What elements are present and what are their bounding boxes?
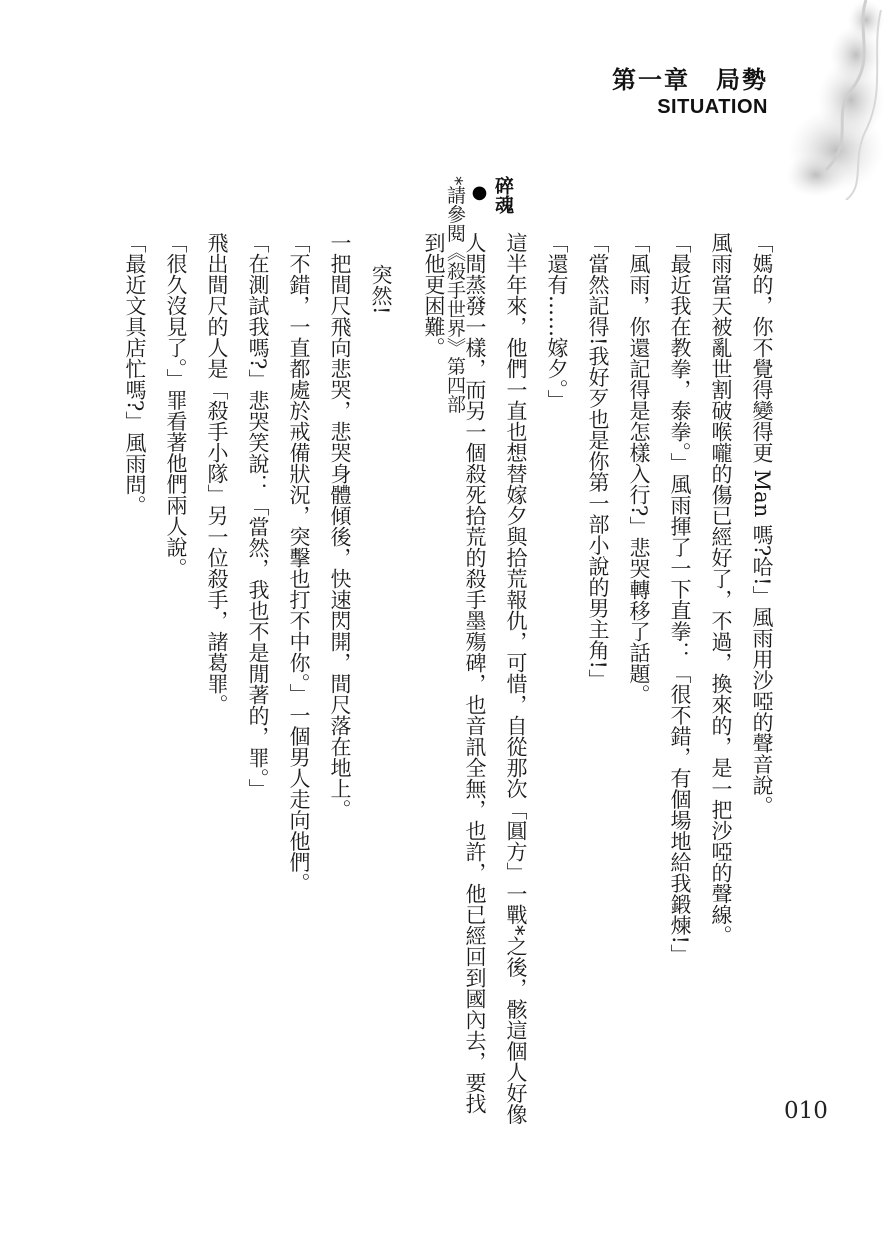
paragraph: 「風雨，你還記得是怎樣入行?」悲哭轉移了話題。 bbox=[627, 232, 651, 706]
paragraph: 「在測試我嗎?」悲哭笑說：「當然，我也不是閒著的，罪。」 bbox=[246, 232, 270, 800]
paragraph: 「當然記得!我好歹也是你第一部小說的男主角!」 bbox=[586, 232, 610, 690]
page-number: 010 bbox=[784, 1098, 828, 1124]
footnote-label: 碎魂 bbox=[492, 176, 514, 214]
footnote-text: *請參閱《殺手世界》第四部 bbox=[444, 176, 466, 414]
paragraph: 「還有……嫁夕。」 bbox=[545, 232, 569, 411]
paragraph: 「最近我在教拳，泰拳。」風雨揮了一下直拳：「很不錯，有個場地給我鍛煉!」 bbox=[668, 232, 692, 965]
paragraph: 一把間尺飛向悲哭，悲哭身體傾後，快速閃開，間尺落在地上。 bbox=[328, 232, 352, 820]
paragraph: 「媽的，你不覺得變得更 Man 嗎?哈!」風雨用沙啞的聲音說。 bbox=[750, 232, 774, 817]
paragraph: 這半年來，他們一直也想替嫁夕與拾荒報仇，可惜，自從那次「圓方」一戰*之後，骸這個人好像人間蒸發一樣，而另一個殺死拾荒的殺手墨殤碑，也音訊全無，也許，他已經回到國內去，要找到他更困難。 bbox=[422, 232, 528, 1125]
chapter-title: 第一章 局勢 bbox=[612, 66, 768, 94]
paragraph: 突然! bbox=[369, 263, 393, 314]
paragraph: 風雨當天被亂世割破喉嚨的傷已經好了，不過，換來的，是一把沙啞的聲線。 bbox=[709, 232, 733, 946]
paragraph: 「不錯，一直都處於戒備狀況，突擊也打不中你。」一個男人走向他們。 bbox=[287, 232, 311, 894]
ink-smoke-decoration bbox=[756, 0, 886, 200]
chapter-heading bbox=[612, 66, 768, 118]
paragraph: 飛出間尺的人是「殺手小隊」另一位殺手，諸葛罪。 bbox=[205, 232, 229, 715]
paragraph: 「很久沒見了。」罪看著他們兩人說。 bbox=[164, 232, 188, 579]
bullet-dot-icon: ● bbox=[469, 182, 490, 203]
paragraph: 「最近文具店忙嗎?」風雨問。 bbox=[123, 232, 147, 517]
footnote bbox=[443, 176, 515, 414]
chapter-subtitle: SITUATION bbox=[657, 96, 768, 118]
